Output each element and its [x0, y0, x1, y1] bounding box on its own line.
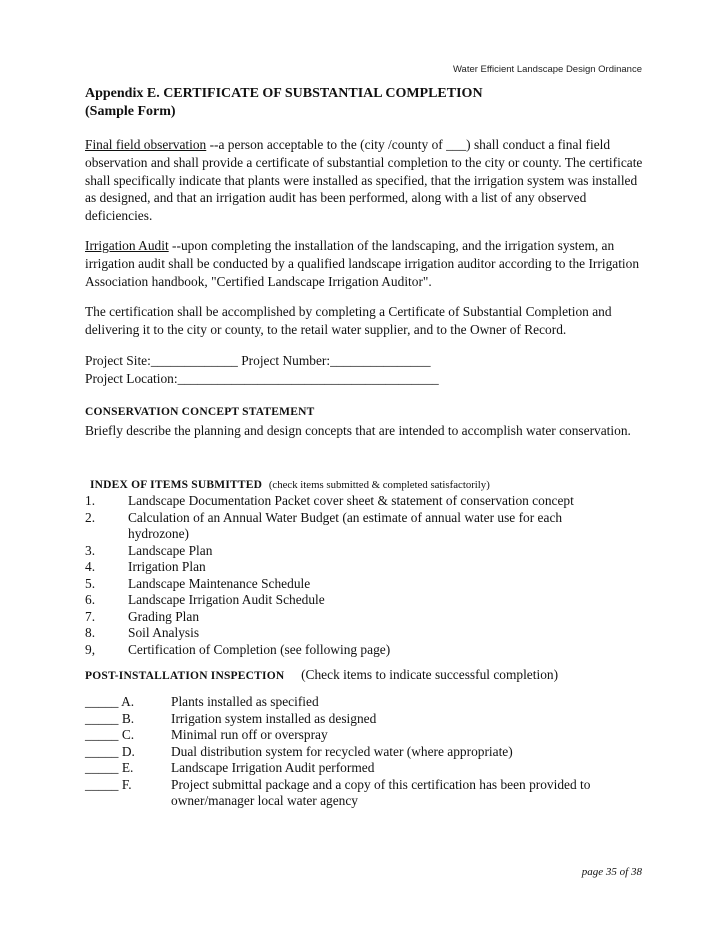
inspection-checkbox-line: _____ D. — [85, 743, 135, 759]
index-item-number: 2. — [85, 509, 96, 525]
final-field-text: --a person acceptable to the (city /county of ___) shall conduct a final field observation and shall provide a certificate of substantial completion to the city or county. The certificate shall specifically indicate that plants were installed as specified, that the irrigation system was installed as designed, and that an irrigation audit has been performed, along with a list of any observed deficiencies. — [85, 137, 643, 224]
inspection-item-text: Project submittal package and a copy of this certification has been provided to — [171, 776, 591, 792]
index-item-number: 4. — [85, 559, 96, 574]
index-item — [85, 608, 199, 625]
inspection-item — [85, 743, 513, 760]
index-item-text: Landscape Irrigation Audit Schedule — [128, 592, 325, 607]
index-item — [85, 575, 310, 592]
inspection-checkbox-line: _____ E. — [85, 760, 134, 775]
page-number: page 35 of 38 — [581, 866, 642, 878]
irrigation-audit-text: --upon completing the installation of the landscaping, and the irrigation system, an irrigation audit shall be conducted by a qualified landscape irrigation auditor according to the Irrigation Association handbook, "Certified Landscape Irrigation Auditor". — [85, 238, 640, 289]
index-item-text: hydrozone) — [128, 526, 189, 541]
inspection-item-text: Landscape Irrigation Audit performed — [171, 760, 375, 775]
irrigation-audit-term: Irrigation Audit — [85, 238, 169, 253]
index-item-number: 5. — [85, 575, 96, 591]
inspection-checkbox-line: _____ B. — [85, 710, 135, 726]
project-location-line: Project Location:_______________________________________ — [85, 370, 439, 386]
index-item — [85, 492, 574, 509]
index-item-number: 8. — [85, 625, 96, 640]
index-item — [85, 591, 325, 608]
index-item-text: Grading Plan — [128, 608, 200, 624]
inspection-item — [85, 792, 358, 809]
inspection-item-text: owner/manager local water agency — [171, 793, 358, 808]
inspection-item — [85, 726, 328, 743]
certification-paragraph: The certification shall be accomplished by completing a Certificate of Substantial Completion and delivering it to the city or county, to the retail water supplier, and to the Owner of Record. — [85, 304, 612, 337]
final-field-term: Final field observation — [85, 137, 207, 152]
project-site-line: Project Site:_____________ Project Number:_______________ — [85, 353, 431, 368]
index-item — [85, 525, 189, 542]
index-item-text: Soil Analysis — [128, 625, 200, 640]
conservation-heading: CONSERVATION CONCEPT STATEMENT — [85, 406, 315, 418]
document-title — [85, 85, 483, 121]
index-item-text: Landscape Documentation Packet cover sheet & statement of conservation concept — [128, 493, 574, 508]
conservation-text: Briefly describe the planning and design concepts that are intended to accomplish water conservation. — [85, 422, 631, 438]
index-item-text: Irrigation Plan — [128, 559, 206, 574]
irrigation-audit-paragraph — [85, 237, 645, 290]
inspection-item-text: Minimal run off or overspray — [171, 727, 328, 742]
title-subline: (Sample Form) — [85, 104, 176, 119]
index-item — [85, 624, 199, 641]
index-item-number: 6. — [85, 592, 96, 607]
index-item-number: 7. — [85, 608, 96, 624]
index-item-number: 1. — [85, 493, 96, 508]
inspection-checkbox-line: _____ C. — [85, 727, 135, 742]
index-note: (check items submitted & completed satisfactorily) — [268, 479, 490, 491]
running-header: Water Efficient Landscape Design Ordinance — [452, 64, 642, 75]
inspection-checkbox-line: _____ F. — [85, 776, 132, 792]
post-install-note: (Check items to indicate successful completion) — [301, 667, 559, 682]
index-item-number: 9, — [85, 641, 96, 657]
index-item — [85, 641, 390, 658]
inspection-item — [85, 759, 374, 776]
inspection-item — [85, 776, 590, 793]
inspection-checkbox-line: _____ A. — [85, 694, 135, 709]
index-item — [85, 558, 206, 575]
index-heading: INDEX OF ITEMS SUBMITTED — [90, 479, 263, 491]
inspection-item-text: Dual distribution system for recycled water (where appropriate) — [171, 743, 513, 759]
index-item-text: Landscape Maintenance Schedule — [128, 575, 311, 591]
index-item-number: 3. — [85, 542, 96, 558]
index-item-text: Calculation of an Annual Water Budget (an estimate of annual water use for each — [128, 509, 563, 525]
inspection-item-text: Irrigation system installed as designed — [171, 710, 377, 726]
final-field-paragraph — [85, 136, 645, 225]
title-line: Appendix E. CERTIFICATE OF SUBSTANTIAL COMPLETION — [85, 86, 483, 101]
index-item — [85, 509, 562, 526]
inspection-item-text: Plants installed as specified — [171, 694, 319, 709]
index-item-text: Landscape Plan — [128, 542, 213, 558]
index-item-text: Certification of Completion (see following page) — [128, 641, 391, 657]
conservation-section — [85, 404, 645, 440]
index-item — [85, 542, 212, 559]
post-install-heading: POST-INSTALLATION INSPECTION — [85, 670, 285, 682]
inspection-item — [85, 710, 376, 727]
post-install-heading-line — [85, 666, 645, 686]
project-info — [85, 352, 645, 388]
inspection-item — [85, 693, 319, 710]
